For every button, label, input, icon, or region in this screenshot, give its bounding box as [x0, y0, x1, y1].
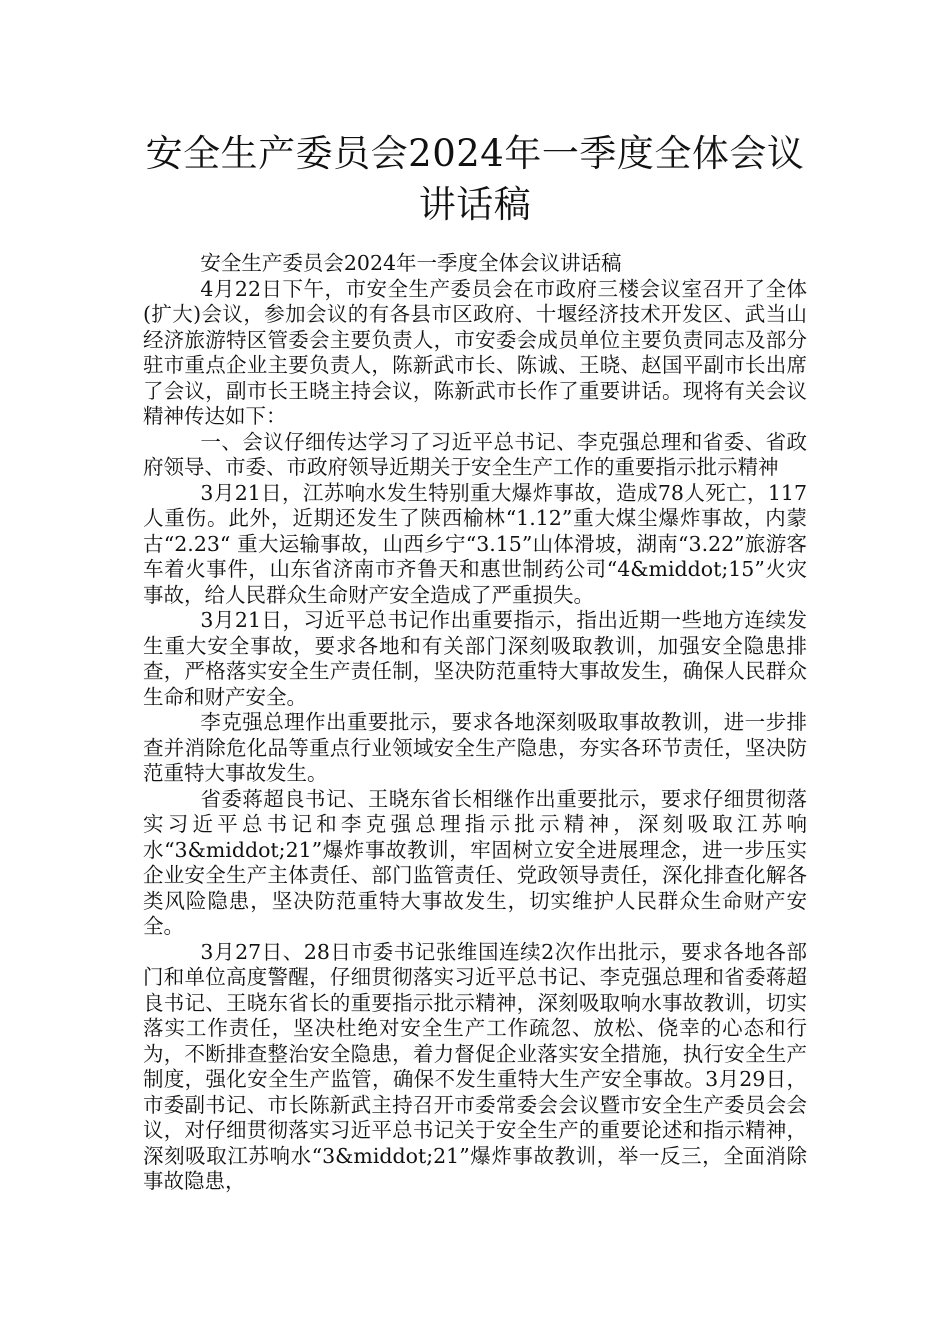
paragraph-provincial-instruction: 省委蒋超良书记、王晓东省长相继作出重要批示，要求仔细贯彻落实习近平总书记和李克强总理指示批示精神，深刻吸取江苏响水“3&middot;21”爆炸事故教训，牢固树立安全进展理念，进一步压实企业安全生产主体责任、部门监管责任、党政领导责任，深化排查化解各类风险隐患，坚决防范重特大事故发生，切实维护人民群众生命财产安全。	[143, 786, 807, 938]
paragraph-section-heading: 一、会议仔细传达学习了习近平总书记、李克强总理和省委、省政府领导、市委、市政府领导近期关于安全生产工作的重要指示批示精神	[143, 429, 807, 479]
paragraph-li-instruction: 李克强总理作出重要批示，要求各地深刻吸取事故教训，进一步排查并消除危化品等重点行业领域安全生产隐患，夯实各环节责任，坚决防范重特大事故发生。	[143, 710, 807, 785]
paragraph-meeting-intro: 4月22日下午，市安全生产委员会在市政府三楼会议室召开了全体(扩大)会议，参加会议的有各县市区政府、十堰经济技术开发区、武当山经济旅游特区管委会主要负责人，市安委会成员单位主要负责同志及部分驻市重点企业主要负责人，陈新武市长、陈诚、王晓、赵国平副市长出席了会议，副市长王晓主持会议，陈新武市长作了重要讲话。现将有关会议精神传达如下：	[143, 276, 807, 428]
paragraph-accidents: 3月21日，江苏响水发生特别重大爆炸事故，造成78人死亡，117人重伤。此外，近期还发生了陕西榆林“1.12”重大煤尘爆炸事故，内蒙古“2.23“ 重大运输事故，山西乡宁“3.15”山体滑坡，湖南“3.22”旅游客车着火事件，山东省济南市齐鲁天和惠世制药公司“4&middot;15”火灾事故，给人民群众生命财产安全造成了严重损失。	[143, 480, 807, 607]
document-body	[143, 251, 807, 1195]
document-title: 安全生产委员会2024年一季度全体会议讲话稿	[145, 132, 805, 226]
paragraph-municipal-instruction: 3月27日、28日市委书记张维国连续2次作出批示，要求各地各部门和单位高度警醒，仔细贯彻落实习近平总书记、李克强总理和省委蒋超良书记、王晓东省长的重要指示批示精神，深刻吸取响水事故教训，切实落实工作责任，坚决杜绝对安全生产工作疏忽、放松、侥幸的心态和行为，不断排查整治安全隐患，着力督促企业落实安全措施，执行安全生产制度，强化安全生产监管，确保不发生重特大生产安全事故。3月29日，市委副书记、市长陈新武主持召开市委常委会会议暨市安全生产委员会会议，对仔细贯彻落实习近平总书记关于安全生产的重要论述和指示精神，深刻吸取江苏响水“3&middot;21”爆炸事故教训，举一反三，全面消除事故隐患，	[143, 939, 807, 1193]
paragraph-xi-instruction: 3月21日，习近平总书记作出重要指示，指出近期一些地方连续发生重大安全事故，要求各地和有关部门深刻吸取教训，加强安全隐患排查，严格落实安全生产责任制，坚决防范重特大事故发生，确保人民群众生命和财产安全。	[143, 608, 807, 709]
paragraph-subtitle: 安全生产委员会2024年一季度全体会议讲话稿	[200, 251, 622, 275]
